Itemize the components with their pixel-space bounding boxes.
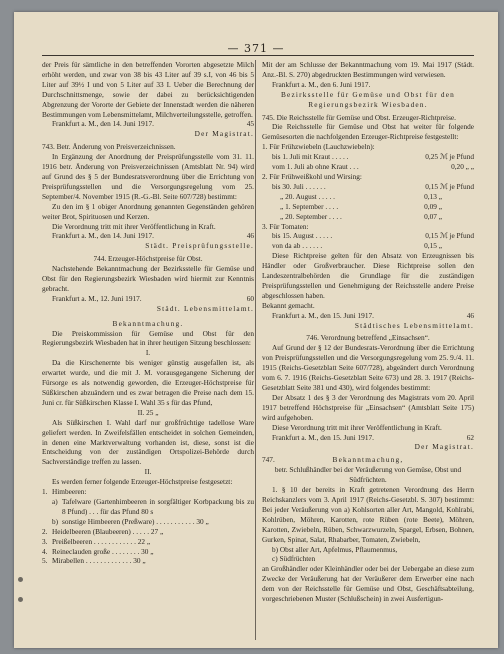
list-item — [42, 487, 254, 497]
paragraph: an Großhändler oder Kleinhändler oder bei der Uebergabe an diese zum Zwecke der Veräußerung hat der Veräußerer dem Erwerber eine nach dem von der Reichsstelle für Gemüse und Obst, Geschäftsabteilung, vorgeschriebenen Muster (Schlußschein) in zwei Ausfertigun- — [262, 564, 474, 604]
paragraph: b) Obst aller Art, Apfelmus, Pflaumenmus, — [272, 544, 398, 554]
section-743-heading: 743. Betr. Änderung von Preisverzeichnissen. — [42, 142, 176, 152]
list-item — [42, 556, 254, 566]
price-label: vom 1. Juli ab ohne Kraut . . . — [272, 162, 359, 172]
entry-number: 45 — [246, 119, 254, 129]
price-label: bis 15. August . . . . . — [272, 231, 333, 241]
paragraph: In Ergänzung der Anordnung der Preisprüfungsstelle vom 31. 11. 1916 betr. Änderung von Preisverzeichnissen (Amtsblatt Nr. 94) wird auf Grund des § 5 der Bundesratsverordnung über die Errichtung von Preisprüfungsstellen und die Versorgungsregelung vom 25. September/4. November 1915 (R.-G.-Bl. Seite 607/728) bestimmt: — [42, 152, 254, 201]
signature-date: Frankfurt a. M., den 14. Juni 1917. — [52, 119, 154, 129]
paragraph: c) Südfrüchten — [272, 554, 316, 564]
paragraph: der Preis für sämtliche in den betreffenden Vororten abgesetzte Milch erhöht werden, und zwar von 38 bis 43 Liter auf 39 s.I, von 46 bis 5 Liter auf 39½ I und von 5 Liter auf 33 I. Ueber die Berechnung der Durchschnittsmenge, sowie der dabei zu berücksichtigenden Abgrenzung der Vororte der Gebiete der Innenstadt werden die näheren Bestimmungen vom Lebensmittelamt, Milchverteilungsstelle, getroffen. — [42, 60, 254, 119]
paragraph: Diese Verordnung tritt mit ihrer Veröffentlichung in Kraft. — [272, 422, 442, 432]
signature-date: Frankfurt a. M., den 6. Juni 1917. — [272, 79, 371, 89]
signatory: Städt. Preisprüfungsstelle. — [145, 241, 254, 251]
binding-hole — [18, 577, 23, 582]
price-list — [42, 487, 254, 566]
paragraph: Mit der am Schlusse der Bekanntmachung vom 19. Mai 1917 (Städt. Anz.-Bl. S. 270) abgedruckten Bestimmungen wird verwiesen. — [262, 60, 474, 79]
item-text: sonstige Himbeeren (Preßware) . . . . . . . . . . . 30 „ — [62, 516, 209, 526]
announcement-subtitle: betr. Schlußhändler bei der Veräußerung von Gemüse, Obst und Südfrüchten. — [274, 465, 462, 485]
price-label: bis 1. Juli mit Kraut . . . . . — [272, 152, 349, 162]
section-747-heading — [262, 455, 474, 465]
binding-hole — [18, 597, 23, 602]
paragraph: 1. § 10 der bereits in Kraft getretenen Verordnung des Herrn Reichskanzlers vom 3. April 1917 (Reichs-Gesetzbl. S. 307) bestimmt: Bei jeder Veräußerung von a) Kohlsorten aller Art, Mangold, Kohlrabi, Kohlrüben, Möhren, Karotten, rote Rüben (rote Beete), Möhren, Karotten, Zwiebeln, Rüben, Schwarzwurzeln, Spargel, Erbsen, Bohnen, Gurken, Spinat, Salat, Rhabarber, Tomaten, Zwiebeln, — [262, 485, 474, 544]
signature-date: Frankfurt a. M., den 15. Juni 1917. — [272, 432, 374, 442]
price-label: „ 20. August . . . . . — [280, 191, 335, 201]
paragraph: Der Absatz 1 des § 3 der Verordnung des Magistrats vom 20. April 1917 betreffend Höchstpreise für „Einsachsen“ (Amtsblatt Seite 175) wird aufgehoben. — [262, 392, 474, 422]
signature-line — [262, 433, 474, 443]
item-number: b) — [52, 516, 59, 526]
signature-line — [42, 119, 254, 129]
paragraph: Diese Richtpreise gelten für den Absatz von Erzeugnissen bis Händler oder Großverbraucher. Diese Richtpreise sollen den Landeszentralbehörden die Grundlage für die zuständigen Preisprüfungsstellen und Genehmigung der Reichsstelle andere Preise abgeschlossen haben. — [262, 251, 474, 300]
right-column — [262, 60, 474, 604]
item-text: Reineclauden große . . . . . . . . 30 „ — [52, 546, 154, 556]
price-table — [262, 142, 474, 251]
section-745-heading: 745. Die Reichsstelle für Gemüse und Obst. Erzeuger-Richtpreise. — [262, 112, 456, 122]
signature-line — [42, 231, 254, 241]
entry-number: 60 — [246, 293, 254, 303]
item-text: Himbeeren: — [52, 487, 87, 497]
entry-number: 62 — [466, 432, 474, 442]
price-row — [262, 152, 474, 162]
signature-date: Frankfurt a. M., den 14. Juni 1917. — [52, 231, 154, 241]
paragraph: Bekannt gemacht. — [262, 300, 315, 310]
section-746-heading: 746. Verordnung betreffend „Einsachsen“. — [306, 333, 430, 343]
paragraph: Zu den im § 1 obiger Anordnung genannten Gegenständen gehören weiter Brot, Spirituosen und Kerzen. — [42, 201, 254, 221]
signature-date: Frankfurt a. M., den 15. Juni 1917. — [272, 310, 374, 320]
paragraph: Die Preiskommission für Gemüse und Obst für den Regierungsbezirk Wiesbaden hat in ihrer heutigen Sitzung beschlossen: — [42, 328, 254, 348]
signatory: Bezirksstelle für Gemüse und Obst für den Regierungsbezirk Wiesbaden. — [280, 89, 456, 109]
list-item — [42, 497, 254, 517]
signatory: Städtisches Lebensmittelamt. — [354, 320, 474, 330]
header-rule — [42, 55, 474, 56]
price-value: 0,15 „ — [424, 241, 442, 251]
price-row — [262, 202, 474, 212]
item-number: 2. — [42, 526, 48, 536]
price-value: 0,25 ℳ — [425, 152, 448, 162]
paragraph: II. 25 „ — [137, 407, 159, 417]
price-label: „ 20. September . . . . — [280, 211, 342, 221]
group-heading: 1. Für Frühzwiebeln (Lauchzwiebeln): — [262, 142, 375, 152]
paragraph: Die Verordnung tritt mit ihrer Veröffentlichung in Kraft. — [52, 221, 216, 231]
roman-numeral: II. — [144, 467, 152, 477]
section-number: 747. — [262, 455, 275, 465]
signatory: Städt. Lebensmittelamt. — [156, 303, 254, 313]
entry-number: 46 — [246, 231, 254, 241]
price-row — [262, 192, 474, 202]
paragraph: Nachstehende Bekanntmachung der Bezirksstelle für Gemüse und Obst für den Regierungsbezirk Wiesbaden wird hiermit zur Kenntnis gebracht. — [42, 264, 254, 293]
paragraph: Als Süßkirschen I. Wahl darf nur großfrüchtige tadellose Ware geliefert werden. In Zweifelsfällen entscheidet in solchen Gemeinden, in denen eine Marktverwaltung vorhanden ist, diese, sonst ist die Entscheidung von der zuständigen Ortspolizei-Behörde durch Sachverständige treffen zu lassen. — [42, 417, 254, 467]
price-value: 0,07 „ — [424, 211, 442, 221]
item-text: Heidelbeeren (Blaubeeren) . . . . . 27 „ — [52, 526, 164, 536]
item-number: 4. — [42, 546, 48, 556]
price-value: 0,20 „ — [451, 162, 469, 172]
list-item — [42, 537, 254, 547]
price-label: bis 30. Juli . . . . . . — [272, 181, 326, 191]
price-value: 0,09 „ — [424, 201, 442, 211]
left-column — [42, 60, 254, 566]
paragraph: Auf Grund der § 12 der Bundesrats-Verordnung über die Errichtung von Preisprüfungsstellen und die Versorgungsregelung vom 25. 9./4. 11. 1915 (Reichs-Gesetzblatt Seite 607/728), abgeändert durch Verordnung vom 6. 7. 1916 (Reichs-Gesetzblatt Seite 673) und 28. 3. 1917 (Reichs-Gesetzblatt Seite 381 und 430), wird folgendes bestimmt: — [262, 343, 474, 392]
item-text: Preißelbeeren . . . . . . . . . . . . 22 „ — [52, 536, 151, 546]
price-row — [262, 182, 474, 192]
price-label: von da ab . . . . . . — [272, 241, 323, 251]
price-unit: je Pfund — [449, 231, 474, 241]
item-text: Tafelware (Gartenhimbeeren in sorgfältiger Korbpackung bis zu 8 Pfund) . . . für das Pfund 80 s — [62, 496, 254, 516]
list-item — [42, 547, 254, 557]
price-unit: „ — [470, 162, 474, 172]
price-label: „ 1. September . . . . — [280, 201, 339, 211]
price-row — [262, 212, 474, 222]
entry-number: 46 — [466, 310, 474, 320]
paragraph: Die Reichsstelle für Gemüse und Obst hat weiter für folgende Gemüsesorten die nachfolgenden Erzeuger-Richtpreise festgestellt: — [262, 122, 474, 142]
signatory: Der Magistrat. — [414, 442, 474, 452]
list-item — [42, 517, 254, 527]
item-number: 1. — [42, 487, 48, 497]
price-value: 0,13 „ — [424, 191, 442, 201]
roman-numeral: I. — [145, 348, 151, 358]
item-number: 3. — [42, 536, 48, 546]
paragraph: Da die Kirschenernte bis weniger günstig ausgefallen ist, als erwartet wurde, und die mit J. M. vorausgegangene Sicherung der Fürsorge es als notwendig geworden, die Erzeuger-Höchstpreise für Süßkirschen abzuändern und es zwar betragen die Preise nach dem 15. Juni cr. für Süßkirschen Klasse I. Wahl 35 s für das Pfund, — [42, 358, 254, 407]
price-unit: je Pfund — [449, 181, 474, 191]
price-unit: je Pfund — [449, 152, 474, 162]
item-text: Mirabellen . . . . . . . . . . . . . 30 „ — [52, 556, 146, 566]
page-number: — 371 — — [227, 42, 285, 55]
group-heading: 3. Für Tomaten: — [262, 221, 309, 231]
document-page — [14, 12, 498, 648]
signatory: Der Magistrat. — [194, 129, 254, 139]
signature-line — [42, 294, 254, 304]
section-744-heading: 744. Erzeuger-Höchstpreise für Obst. — [93, 254, 203, 264]
price-value: 0,15 ℳ — [425, 181, 448, 191]
column-divider — [255, 60, 256, 640]
price-row — [262, 231, 474, 241]
list-item — [42, 527, 254, 537]
item-number: a) — [52, 496, 58, 506]
signature-line — [262, 311, 474, 321]
price-value: 0,15 ℳ — [425, 231, 448, 241]
price-row — [262, 162, 474, 172]
signature-date: Frankfurt a. M., 12. Juni 1917. — [52, 293, 142, 303]
item-number: 5. — [42, 556, 48, 566]
announcement-title: Bekanntmachung, — [332, 455, 404, 465]
group-heading: 2. Für Frühweißkohl und Wirsing: — [262, 171, 362, 181]
announcement-title: Bekanntmachung. — [112, 318, 184, 328]
paragraph: Es werden ferner folgende Erzeuger-Höchstpreise festgesetzt: — [52, 477, 233, 487]
price-row — [262, 241, 474, 251]
